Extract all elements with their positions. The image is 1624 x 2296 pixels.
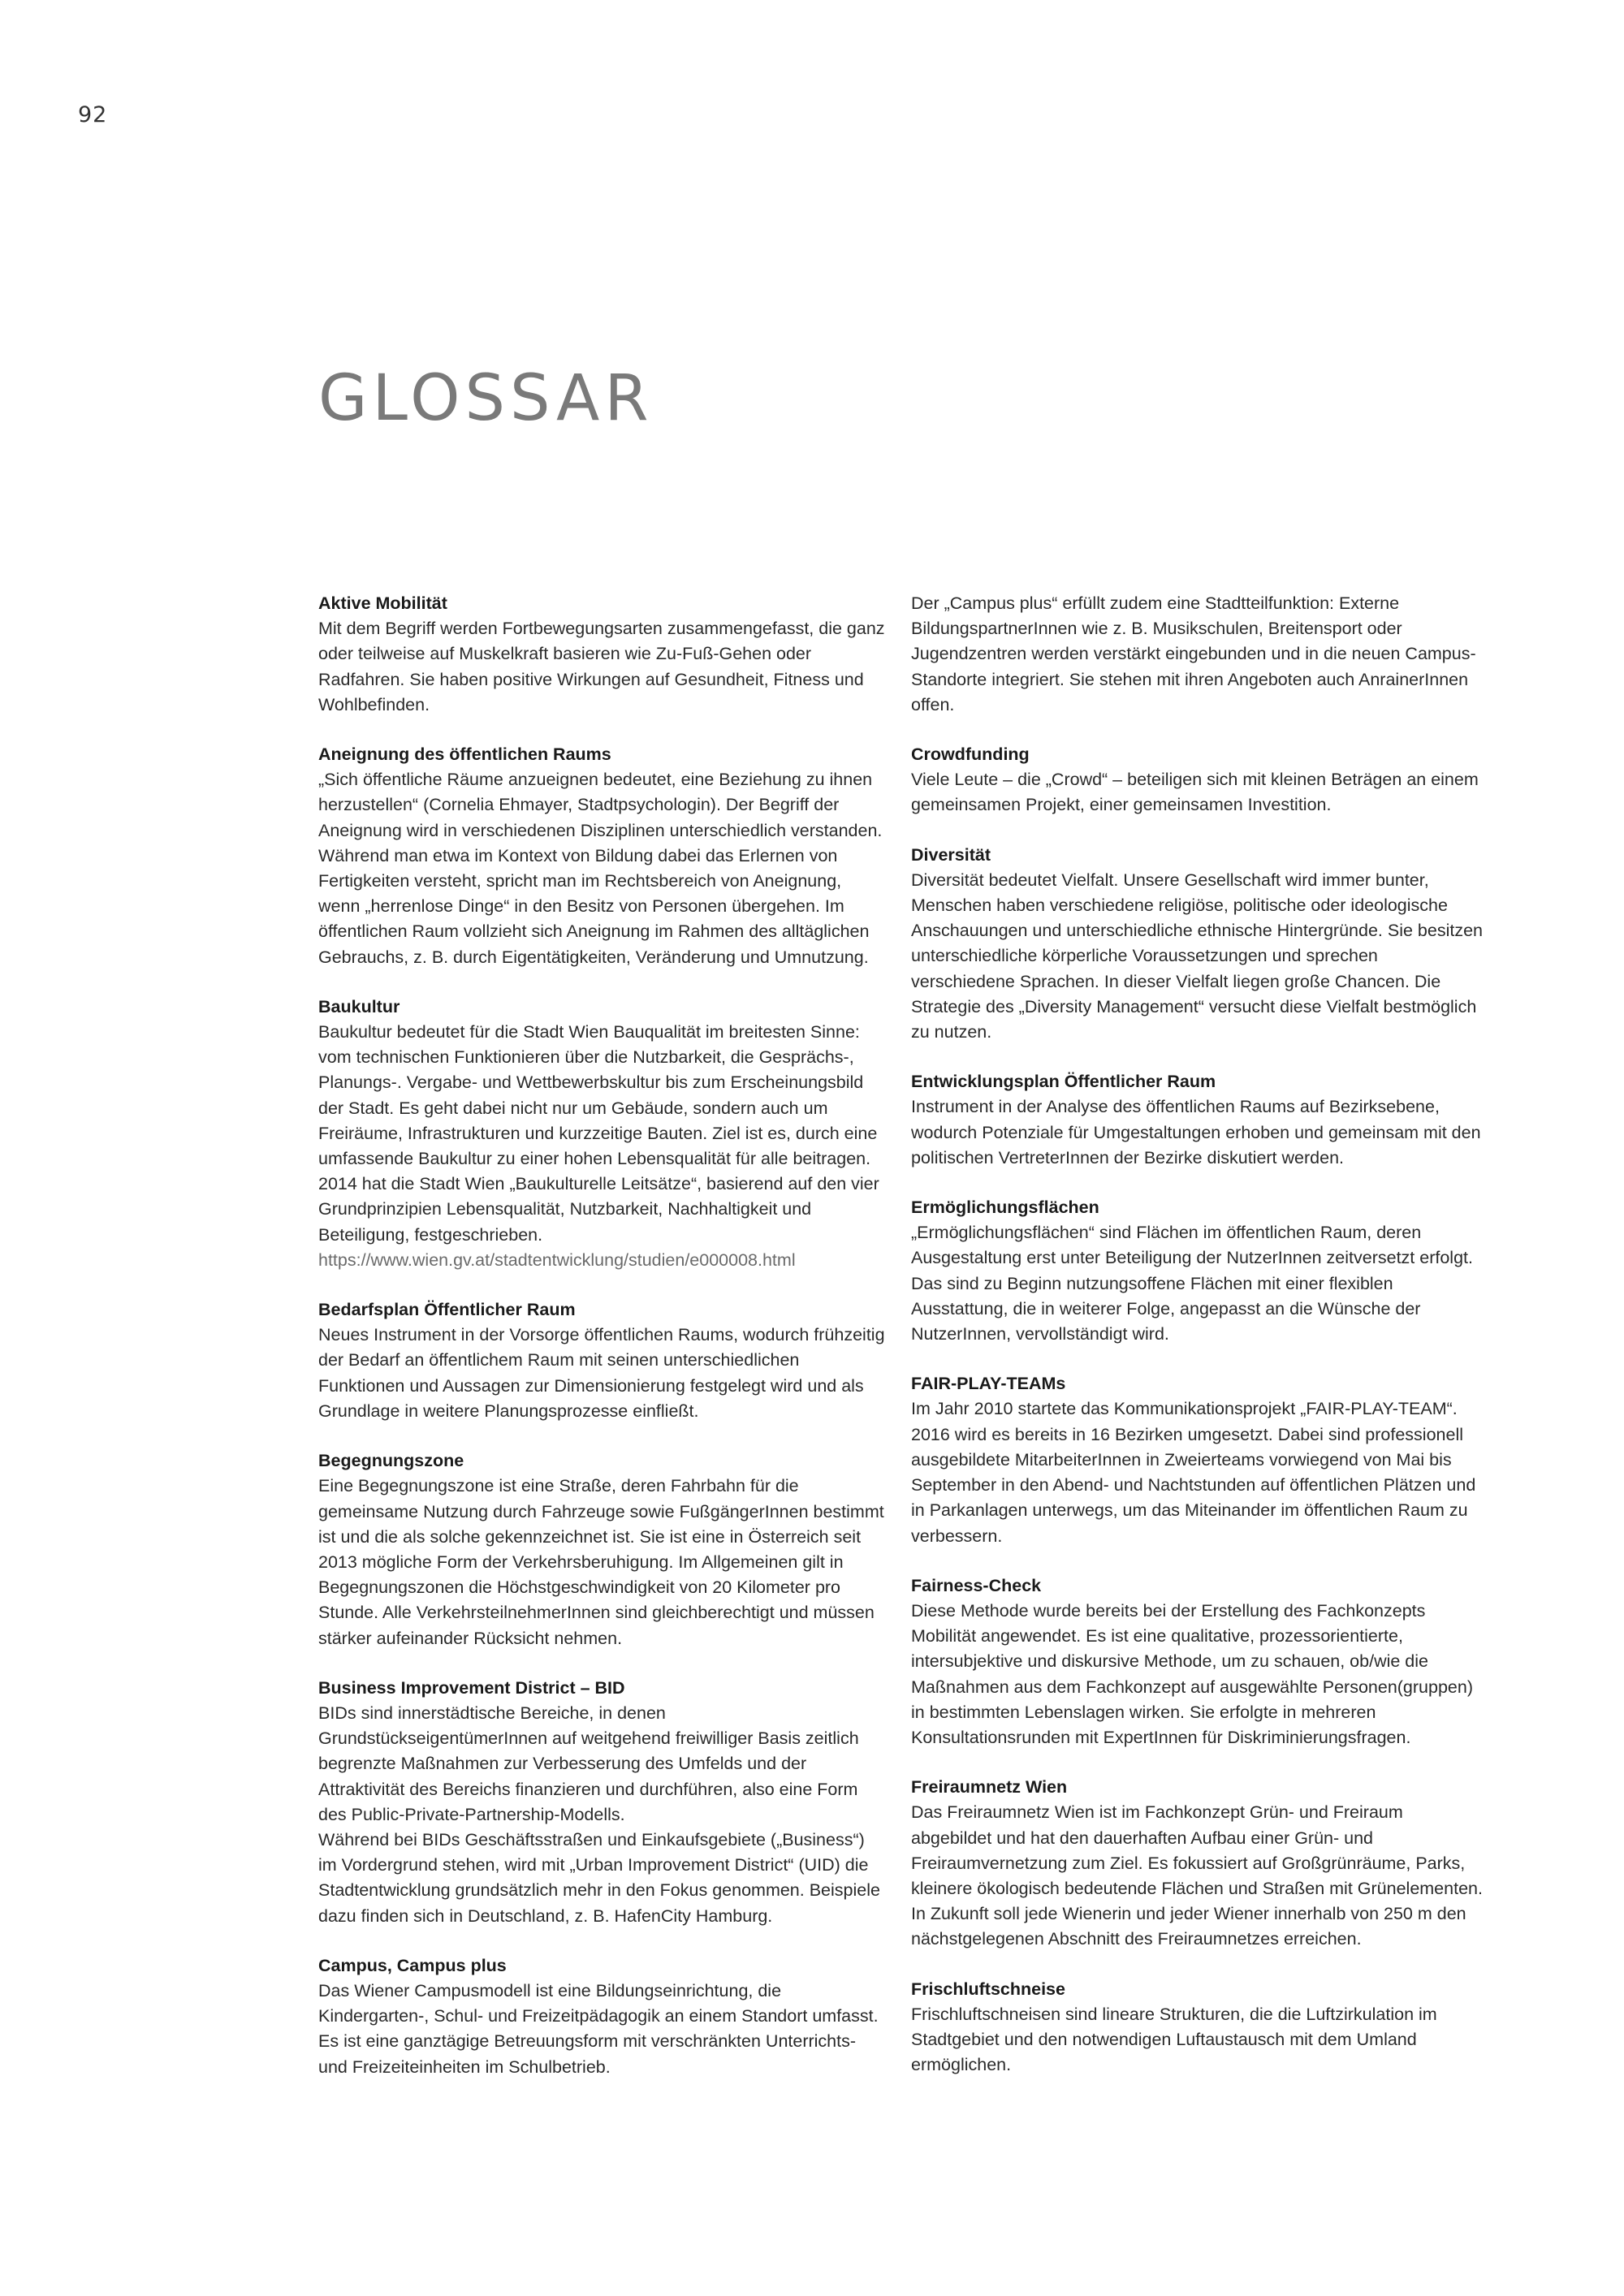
glossary-entry <box>911 1195 1484 1347</box>
glossary-definition: „Sich öffentliche Räume anzueignen bedeutet, eine Beziehung zu ihnen herzustellen“ (Cornelia Ehmayer, Stadtpsychologin). Der Begriff der Aneignung wird in verschiedenen Disziplinen unterschiedlich verstanden. Während man etwa im Kontext von Bildung dabei das Erlernen von Fertigkeiten versteht, spricht man im Rechtsbereich von Aneignung, wenn „herrenlose Dinge“ in den Besitz von Personen übergehen. Im öffentlichen Raum vollzieht sich Aneignung im Rahmen des alltäglichen Gebrauchs, z. B. durch Eigentätigkeiten, Veränderung und Umnutzung. <box>318 770 883 967</box>
glossary-entry <box>318 1297 887 1424</box>
glossary-term: Aktive Mobilität <box>318 593 447 613</box>
glossary-term: Aneignung des öffentlichen Raums <box>318 744 611 765</box>
glossary-term: Campus, Campus plus <box>318 1955 507 1975</box>
glossary-definition: Diversität bedeutet Vielfalt. Unsere Gesellschaft wird immer bunter, Menschen haben verschiedene religiöse, politische oder ideologische Anschauungen und unterschiedliche ethnische Hintergründe. Sie besitzen unterschiedliche körperliche Voraussetzungen und sprechen verschiedene Sprachen. In dieser Vielfalt liegen große Chancen. Die Strategie des „Diversity Management“ versucht diese Vielfalt bestmöglich zu nutzen. <box>911 870 1483 1042</box>
glossary-entry <box>911 1977 1484 2078</box>
glossary-entry <box>911 1775 1484 1952</box>
glossary-definition: Instrument in der Analyse des öffentlichen Raums auf Bezirksebene, wodurch Potenziale für Umgestaltungen erhoben und gemeinsam mit den politischen VertreterInnen der Bezirke diskutiert werden. <box>911 1097 1481 1167</box>
page-title: GLOSSAR <box>318 362 654 435</box>
glossary-term: FAIR-PLAY-TEAMs <box>911 1374 1066 1394</box>
glossary-term: Entwicklungsplan Öffentlicher Raum <box>911 1072 1216 1092</box>
glossary-term: Bedarfsplan Öffentlicher Raum <box>318 1300 576 1320</box>
glossary-entry <box>911 843 1484 1046</box>
glossary-term: Freiraumnetz Wien <box>911 1777 1068 1798</box>
glossary-term: Diversität <box>911 844 991 865</box>
glossary-definition: Der „Campus plus“ erfüllt zudem eine Stadtteilfunktion: Externe BildungspartnerInnen wie z. B. Musikschulen, Breitensport oder Jugendzentren werden verstärkt eingebunden und in die neuen Campus-Standorte integriert. Sie stehen mit ihren Angeboten auch AnrainerInnen offen. <box>911 593 1476 714</box>
glossary-definition: Diese Methode wurde bereits bei der Erstellung des Fachkonzepts Mobilität angewendet. Es ist eine qualitative, prozessorientierte, intersubjektive und diskursive Methode, um zu schauen, ob/wie die Maßnahmen aus dem Fachkonzept auf ausgewählte Personen(gruppen) in bestimmten Lebenslagen wirken. Sie erfolgte in mehreren Konsultationsrunden mit ExpertInnen für Diskriminierungsfragen. <box>911 1600 1473 1747</box>
glossary-definition: Frischluftschneisen sind lineare Strukturen, die die Luftzirkulation im Stadtgebiet und den notwendigen Luftaustausch mit dem Umland ermöglichen. <box>911 2004 1437 2075</box>
glossary-term: Fairness-Check <box>911 1575 1042 1595</box>
glossary-entry <box>911 742 1484 818</box>
glossary-term: Baukultur <box>318 996 400 1016</box>
glossary-entry <box>318 591 887 718</box>
glossary-term: Frischluftschneise <box>911 1979 1065 1999</box>
glossary-definition: „Ermöglichungsflächen“ sind Flächen im öffentlichen Raum, deren Ausgestaltung erst unter Beteiligung der NutzerInnen zeitversetzt erfolgt. Das sind zu Beginn nutzungsoffene Flächen mit einer flexiblen Ausstattung, die in weiterer Folge, angepasst an die Wünsche der NutzerInnen, vervollständigt wird. <box>911 1223 1473 1344</box>
glossary-definition: Im Jahr 2010 startete das Kommunikationsprojekt „FAIR-PLAY-TEAM“. 2016 wird es bereits in 16 Bezirken umgesetzt. Dabei sind professionell ausgebildete MitarbeiterInnen in Zweierteams vorwiegend von Mai bis September in den Abend- und Nachtstunden auf öffentlichen Plätzen und in Parkanlagen unterwegs, um das Miteinander im öffentlichen Raum zu verbessern. <box>911 1399 1476 1546</box>
glossary-definition: Viele Leute – die „Crowd“ – beteiligen sich mit kleinen Beträgen an einem gemeinsamen Projekt, einer gemeinsamen Investition. <box>911 770 1479 815</box>
glossary-link[interactable]: https://www.wien.gv.at/stadtentwicklung/studien/e000008.html <box>318 1249 796 1270</box>
glossary-entry <box>911 591 1484 718</box>
glossary-definition: BIDs sind innerstädtische Bereiche, in denen GrundstückseigentümerInnen auf weitgehend freiwilliger Basis zeitlich begrenzte Maßnahmen zur Verbesserung des Umfelds und der Attraktivität des Bereichs finanzieren und durchführen, also eine Form des Public-Private-Partnership-Modells. <box>318 1703 859 1824</box>
glossary-definition: Während bei BIDs Geschäftsstraßen und Einkaufsgebiete („Business“) im Vordergrund stehen, wird mit „Urban Improvement District“ (UID) die Stadtentwicklung grundsätzlich mehr in den Fokus genommen. Beispiele dazu finden sich in Deutschland, z. B. HafenCity Hamburg. <box>318 1829 880 1926</box>
glossary-term: Ermöglichungsflächen <box>911 1198 1099 1218</box>
glossary-entry <box>318 1953 887 2080</box>
glossary-entry <box>911 1371 1484 1548</box>
page-number: 92 <box>78 102 108 127</box>
glossary-term: Begegnungszone <box>318 1451 464 1471</box>
glossary-entry <box>911 1069 1484 1171</box>
glossary-column-right <box>911 591 1484 2102</box>
glossary-entry <box>318 1676 887 1929</box>
glossary-definition: Baukultur bedeutet für die Stadt Wien Bauqualität im breitesten Sinne: vom technischen Funktionieren über die Nutzbarkeit, die Gesprächs-, Planungs-. Vergabe- und Wettbewerbskultur bis zum Erscheinungsbild der Stadt. Es geht dabei nicht nur um Gebäude, sondern auch um Freiräume, Infrastrukturen und kurzzeitige Bauten. Ziel ist es, durch eine umfassende Baukultur zu einer hohen Lebensqualität für alle beitragen. 2014 hat die Stadt Wien „Baukulturelle Leitsätze“, basierend auf den vier Grundprinzipien Lebensqualität, Nutzbarkeit, Nachhaltigkeit und Beteiligung, festgeschrieben. <box>318 1022 879 1245</box>
glossary-term: Crowdfunding <box>911 744 1030 765</box>
glossary-entry <box>318 995 887 1273</box>
glossary-definition: Eine Begegnungszone ist eine Straße, deren Fahrbahn für die gemeinsame Nutzung durch Fahrzeuge sowie FußgängerInnen bestimmt ist und die als solche gekennzeichnet ist. Sie ist eine in Österreich seit 2013 mögliche Form der Verkehrsberuhigung. Im Allgemeinen gilt in Begegnungszonen die Höchstgeschwindigkeit von 20 Kilometer pro Stunde. Alle VerkehrsteilnehmerInnen sind gleichberechtigt und müssen stärker aufeinander Rücksicht nehmen. <box>318 1476 884 1648</box>
glossary-definition: Das Wiener Campusmodell ist eine Bildungseinrichtung, die Kindergarten-, Schul- und Freizeitpädagogik an einem Standort umfasst. Es ist eine ganztägige Betreuungsform mit verschränkten Unterrichts- und Freizeiteinheiten im Schulbetrieb. <box>318 1980 879 2077</box>
glossary-definition: Neues Instrument in der Vorsorge öffentlichen Raums, wodurch frühzeitig der Bedarf an öffentlichem Raum mit seinen unterschiedlichen Funktionen und Aussagen zur Dimensionierung festgelegt wird und als Grundlage in weitere Planungsprozesse einfließt. <box>318 1325 885 1421</box>
glossary-definition: Das Freiraumnetz Wien ist im Fachkonzept Grün- und Freiraum abgebildet und hat den dauerhaften Aufbau einer Grün- und Freiraumvernetzung zum Ziel. Es fokussiert auf Großgrünräume, Parks, kleinere ökologisch bedeutende Flächen und Straßen mit Grünelementen. In Zukunft soll jede Wienerin und jeder Wiener innerhalb von 250 m den nächstgelegenen Abschnitt des Freiraumnetzes erreichen. <box>911 1802 1483 1949</box>
glossary-entry <box>318 742 887 970</box>
glossary-definition: Mit dem Begriff werden Fortbewegungsarten zusammengefasst, die ganz oder teilweise auf Muskelkraft basieren wie Zu-Fuß-Gehen oder Radfahren. Sie haben positive Wirkungen auf Gesundheit, Fitness und Wohlbefinden. <box>318 619 885 714</box>
glossary-entry <box>318 1448 887 1651</box>
glossary-entry <box>911 1573 1484 1750</box>
glossary-column-left <box>318 591 887 2104</box>
glossary-term: Business Improvement District – BID <box>318 1677 625 1698</box>
